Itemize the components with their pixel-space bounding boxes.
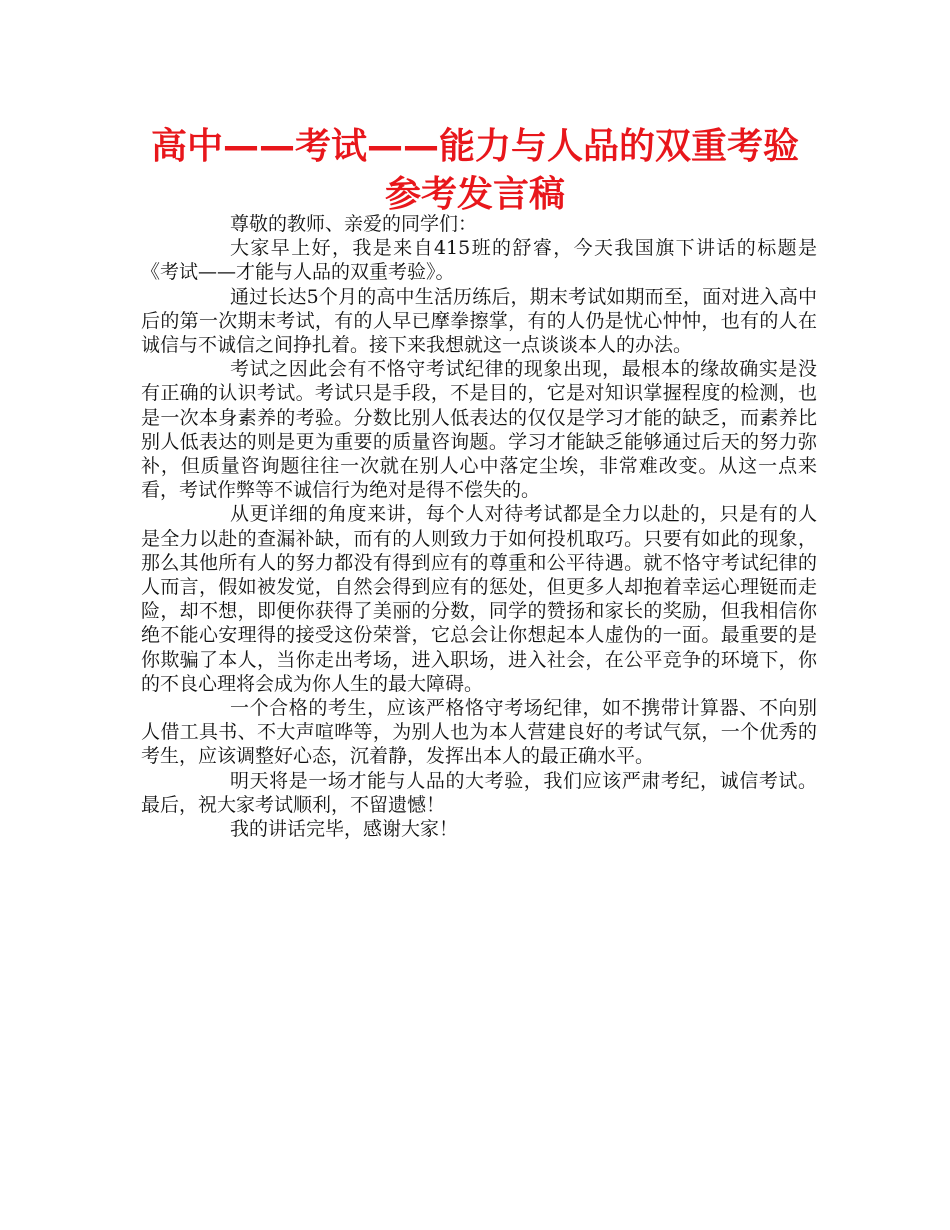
- closing-paragraph: 我的讲话完毕，感谢大家！: [230, 818, 459, 841]
- closing-wish-paragraph: 明天将是一场才能与人品的大考验，我们应该严肃考纪，诚信考试。最后，祝大家考试顺利，不留遗憾！: [141, 769, 817, 816]
- document-title-line-2: 参考发言稿: [384, 174, 565, 215]
- greeting-paragraph: 大家早上好，我是来自415班的舒睿，今天我国旗下讲话的标题是《考试——才能与人品的双重考验》。: [141, 237, 817, 284]
- body-paragraph: 考试之因此会有不恪守考试纪律的现象出现，最根本的缘故确实是没有正确的认识考试。考试只是手段，不是目的，它是对知识掌握程度的检测，也是一次本身素养的考验。分数比别人低表达的仅仅是学习才能的缺乏，而素养比别人低表达的则是更为重要的质量咨询题。学习才能缺乏能够通过后天的努力弥补，但质量咨询题往往一次就在别人心中落定尘埃，非常难改变。从这一点来看，考试作弊等不诚信行为绝对是得不偿失的。: [141, 358, 817, 502]
- salutation-paragraph: 尊敬的教师、亲爱的同学们：: [230, 213, 478, 235]
- body-paragraph: 通过长达5个月的高中生活历练后，期末考试如期而至，面对进入高中后的第一次期末考试，有的人早已摩拳擦掌，有的人仍是忧心忡忡，也有的人在诚信与不诚信之间挣扎着。接下来我想就这一点谈谈本人的办法。: [141, 285, 817, 357]
- body-paragraph: 从更详细的角度来讲，每个人对待考试都是全力以赴的，只是有的人是全力以赴的查漏补缺，而有的人则致力于如何投机取巧。只要有如此的现象，那么其他所有人的努力都没有得到应有的尊重和公平待遇。就不恪守考试纪律的人而言，假如被发觉，自然会得到应有的惩处，但更多人却抱着幸运心理铤而走险，却不想，即便你获得了美丽的分数，同学的赞扬和家长的奖励，但我相信你绝不能心安理得的接受这份荣誉，它总会让你想起本人虚伪的一面。最重要的是你欺骗了本人，当你走出考场，进入职场，进入社会，在公平竞争的环境下，你的不良心理将会成为你人生的最大障碍。: [141, 503, 817, 695]
- document-body: [141, 212, 817, 841]
- document-title-line-1: 高中——考试——能力与人品的双重考验: [150, 126, 799, 167]
- body-paragraph: 一个合格的考生，应该严格恪守考场纪律，如不携带计算器、不向别人借工具书、不大声喧哗等，为别人也为本人营建良好的考试气氛，一个优秀的考生，应该调整好心态，沉着静，发挥出本人的最正确水平。: [141, 697, 817, 768]
